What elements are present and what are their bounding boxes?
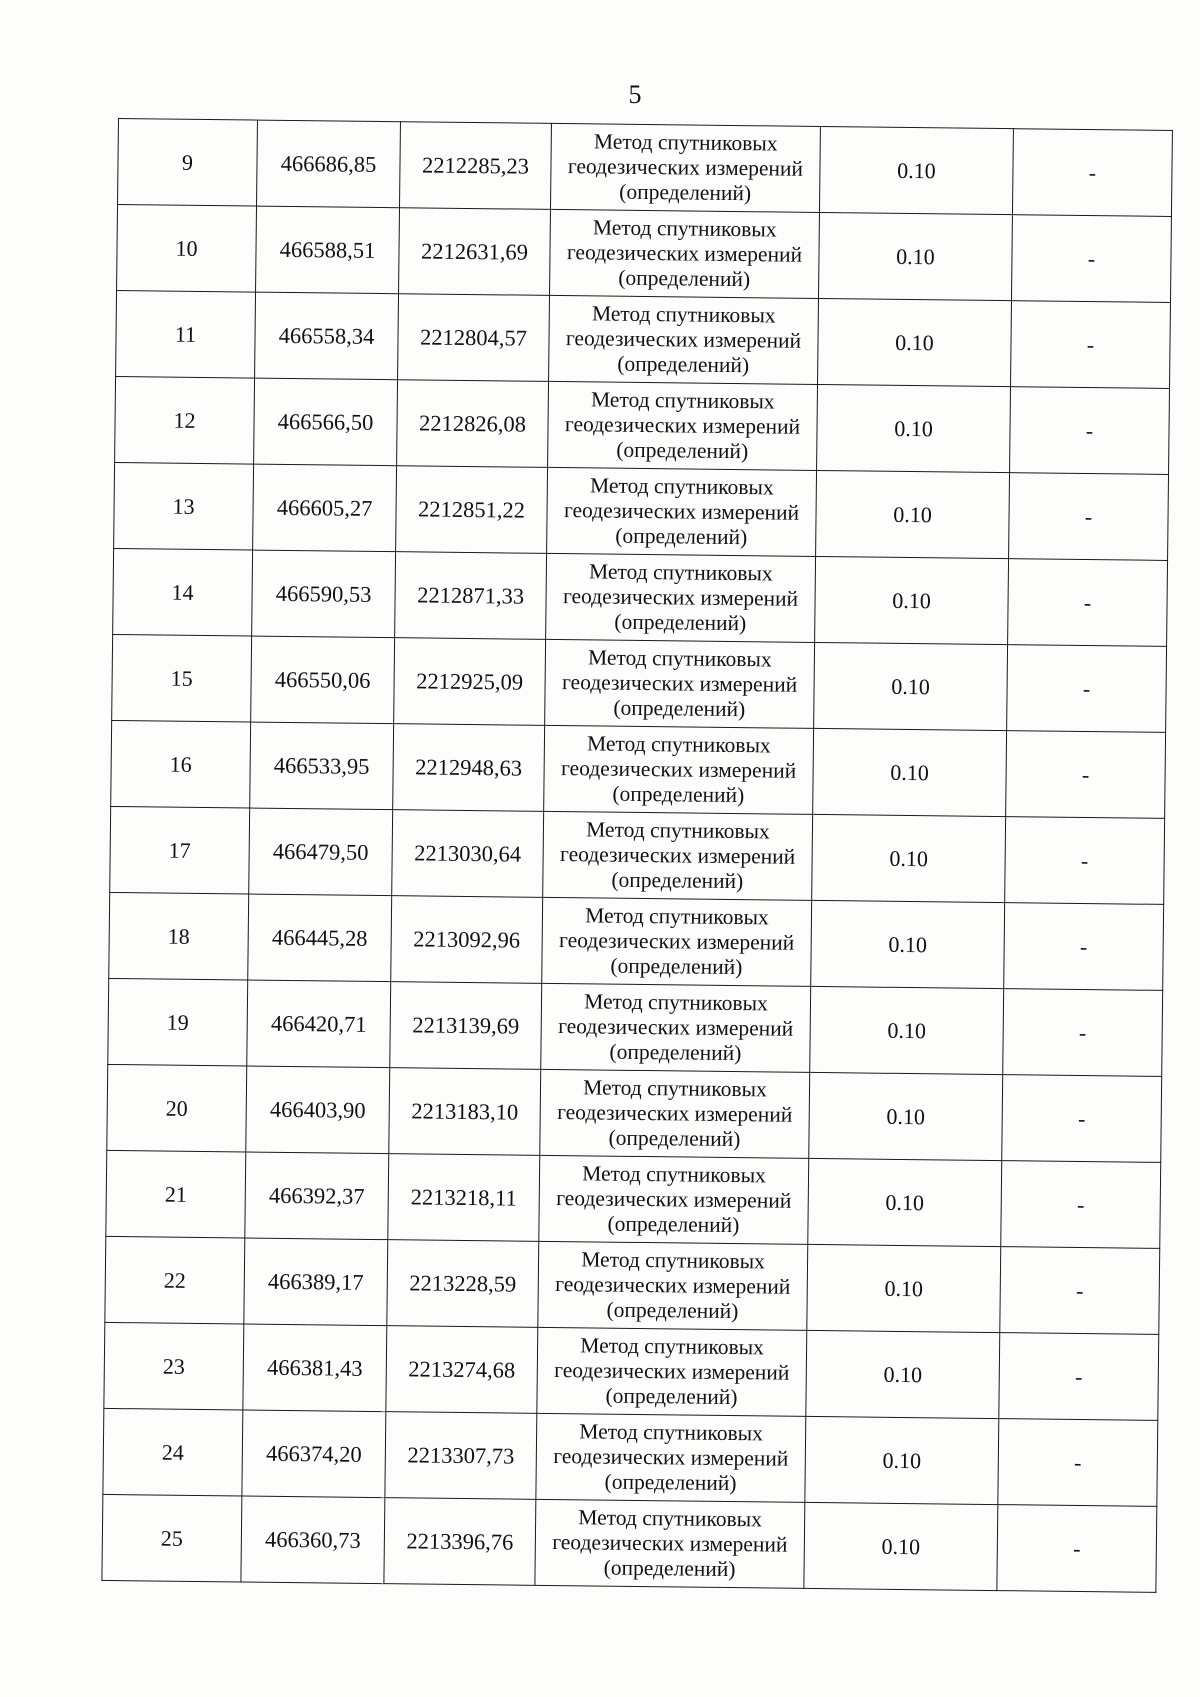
point-number-cell: 18 — [109, 892, 249, 980]
x-coordinate-cell: 466588,51 — [256, 206, 400, 294]
method-text-line: геодезических измерений — [566, 240, 803, 267]
point-number-cell: 9 — [118, 119, 258, 207]
y-coordinate-cell: 2213228,59 — [387, 1240, 539, 1328]
method-cell — [550, 123, 820, 212]
method-text-line: геодезических измерений — [563, 498, 800, 525]
coordinates-table-wrapper — [101, 118, 1166, 1593]
accuracy-cell: 0.10 — [810, 986, 1004, 1074]
accuracy-cell: 0.10 — [809, 1072, 1003, 1160]
coordinates-table — [101, 118, 1173, 1593]
y-coordinate-cell: 2213396,76 — [384, 1498, 536, 1586]
point-number-cell: 21 — [106, 1150, 246, 1238]
description-cell: - — [1011, 215, 1171, 303]
point-number-cell: 12 — [115, 376, 255, 464]
x-coordinate-cell: 466445,28 — [248, 894, 392, 982]
x-coordinate-cell: 466590,53 — [252, 550, 396, 638]
method-text-line: Метод спутниковых — [583, 1075, 767, 1102]
y-coordinate-cell: 2212631,69 — [399, 208, 551, 296]
x-coordinate-cell: 466374,20 — [242, 1410, 386, 1498]
method-text-line: (определений) — [605, 1383, 738, 1410]
table-row — [106, 1150, 1161, 1248]
method-text-line: Метод спутниковых — [578, 1505, 763, 1532]
accuracy-cell: 0.10 — [807, 1244, 1001, 1332]
method-text-line: Метод спутниковых — [580, 1333, 765, 1360]
method-text-line: (определений) — [609, 1039, 742, 1066]
method-text-line: геодезических измерений — [554, 1358, 790, 1385]
y-coordinate-cell: 2213307,73 — [385, 1412, 537, 1500]
accuracy-cell: 0.10 — [812, 814, 1006, 902]
accuracy-cell: 0.10 — [815, 556, 1009, 644]
method-text-line: геодезических измерений — [562, 584, 799, 611]
method-cell — [548, 381, 818, 470]
method-text-line: Метод спутниковых — [590, 387, 775, 414]
method-cell — [538, 1241, 808, 1330]
method-cell — [542, 897, 812, 986]
table-row — [114, 462, 1169, 560]
accuracy-cell: 0.10 — [818, 298, 1012, 386]
method-text-line: Метод спутниковых — [591, 301, 776, 328]
method-text-line: (определений) — [616, 437, 749, 464]
method-text-line: Метод спутниковых — [579, 1419, 764, 1446]
method-text-line: (определений) — [603, 1555, 736, 1582]
point-number-cell: 19 — [108, 978, 248, 1066]
method-text-line: (определений) — [607, 1211, 740, 1238]
table-row — [103, 1408, 1158, 1506]
x-coordinate-cell: 466420,71 — [247, 980, 391, 1068]
y-coordinate-cell: 2213030,64 — [392, 810, 544, 898]
description-cell: - — [1007, 645, 1167, 733]
description-cell: - — [1003, 989, 1163, 1077]
method-cell — [545, 639, 815, 728]
y-coordinate-cell: 2212925,09 — [394, 638, 546, 726]
method-text-line: Метод спутниковых — [593, 129, 778, 156]
x-coordinate-cell: 466403,90 — [246, 1066, 390, 1154]
method-text-line: (определений) — [610, 953, 743, 980]
page-number: 5 — [628, 80, 642, 109]
method-text-line: (определений) — [614, 609, 747, 636]
table-row — [102, 1494, 1157, 1592]
method-cell — [540, 1069, 810, 1158]
y-coordinate-cell: 2213139,69 — [390, 982, 542, 1070]
accuracy-cell: 0.10 — [817, 384, 1011, 472]
description-cell: - — [1008, 559, 1168, 647]
method-text-line: Метод спутниковых — [581, 1247, 766, 1274]
method-text-line: Метод спутниковых — [589, 473, 774, 500]
method-text-line: (определений) — [619, 179, 752, 206]
table-row — [112, 634, 1167, 732]
y-coordinate-cell: 2213183,10 — [389, 1068, 541, 1156]
method-cell — [541, 983, 811, 1072]
table-row — [116, 290, 1171, 388]
description-cell: - — [999, 1333, 1159, 1421]
method-text-line: Метод спутниковых — [588, 559, 773, 586]
method-text-line: геодезических измерений — [559, 842, 796, 869]
method-text-line: геодезических измерений — [556, 1186, 792, 1213]
method-cell — [539, 1155, 809, 1244]
accuracy-cell: 0.10 — [806, 1330, 1000, 1418]
method-text-line: (определений) — [611, 867, 744, 894]
description-cell: - — [1004, 903, 1164, 991]
description-cell: - — [1006, 731, 1166, 819]
method-text-line: геодезических измерений — [555, 1272, 791, 1299]
x-coordinate-cell: 466533,95 — [250, 722, 394, 810]
table-row — [111, 720, 1166, 818]
coordinates-table-body — [102, 119, 1173, 1593]
method-text-line: (определений) — [606, 1297, 739, 1324]
accuracy-cell: 0.10 — [804, 1502, 998, 1590]
table-row — [108, 978, 1163, 1076]
point-number-cell: 17 — [110, 806, 250, 894]
method-cell — [547, 467, 817, 556]
method-text-line: (определений) — [604, 1469, 737, 1496]
accuracy-cell: 0.10 — [811, 900, 1005, 988]
x-coordinate-cell: 466389,17 — [244, 1238, 388, 1326]
description-cell: - — [1011, 301, 1171, 389]
method-cell — [543, 811, 813, 900]
method-text-line: геодезических измерений — [564, 412, 801, 439]
point-number-cell: 10 — [117, 205, 257, 293]
method-text-line: геодезических измерений — [561, 670, 798, 697]
method-text-line: Метод спутниковых — [586, 817, 770, 844]
x-coordinate-cell: 466566,50 — [254, 378, 398, 466]
point-number-cell: 20 — [107, 1064, 247, 1152]
method-text-line: геодезических измерений — [567, 154, 804, 181]
method-text-line: геодезических измерений — [558, 1014, 794, 1041]
x-coordinate-cell: 466381,43 — [243, 1324, 387, 1412]
table-row — [118, 119, 1173, 217]
y-coordinate-cell: 2213092,96 — [391, 896, 543, 984]
method-text-line: Метод спутниковых — [587, 645, 772, 672]
x-coordinate-cell: 466605,27 — [253, 464, 397, 552]
table-row — [105, 1236, 1160, 1334]
description-cell: - — [1000, 1247, 1160, 1335]
table-row — [117, 205, 1172, 303]
method-cell — [549, 295, 819, 384]
table-row — [115, 376, 1170, 474]
point-number-cell: 13 — [114, 462, 254, 550]
point-number-cell: 25 — [102, 1494, 242, 1582]
y-coordinate-cell: 2212851,22 — [396, 466, 548, 554]
description-cell: - — [1009, 473, 1169, 561]
method-text-line: геодезических измерений — [560, 756, 797, 783]
method-cell — [546, 553, 816, 642]
method-text-line: Метод спутниковых — [592, 215, 777, 242]
x-coordinate-cell: 466479,50 — [249, 808, 393, 896]
description-cell: - — [997, 1505, 1157, 1593]
method-text-line: геодезических измерений — [565, 326, 802, 353]
method-text-line: Метод спутниковых — [582, 1161, 766, 1188]
method-text-line: (определений) — [618, 265, 751, 292]
table-row — [104, 1322, 1159, 1420]
method-cell — [544, 725, 814, 814]
y-coordinate-cell: 2212871,33 — [395, 552, 547, 640]
y-coordinate-cell: 2212948,63 — [393, 724, 545, 812]
description-cell: - — [998, 1419, 1158, 1507]
table-row — [113, 548, 1168, 646]
method-text-line: (определений) — [612, 781, 745, 808]
table-row — [109, 892, 1164, 990]
method-cell — [535, 1499, 805, 1588]
accuracy-cell: 0.10 — [813, 728, 1007, 816]
point-number-cell: 16 — [111, 720, 251, 808]
accuracy-cell: 0.10 — [819, 126, 1013, 214]
accuracy-cell: 0.10 — [808, 1158, 1002, 1246]
description-cell: - — [1002, 1075, 1162, 1163]
accuracy-cell: 0.10 — [818, 212, 1012, 300]
method-text-line: геодезических измерений — [552, 1530, 788, 1557]
x-coordinate-cell: 466558,34 — [255, 292, 399, 380]
method-text-line: (определений) — [615, 523, 748, 550]
method-text-line: (определений) — [613, 695, 746, 722]
accuracy-cell: 0.10 — [805, 1416, 999, 1504]
method-text-line: Метод спутниковых — [585, 903, 769, 930]
table-row — [107, 1064, 1162, 1162]
x-coordinate-cell: 466550,06 — [251, 636, 395, 724]
y-coordinate-cell: 2212826,08 — [397, 380, 549, 468]
y-coordinate-cell: 2212285,23 — [400, 122, 552, 210]
method-cell — [550, 209, 820, 298]
method-text-line: (определений) — [617, 351, 750, 378]
description-cell: - — [1012, 129, 1172, 217]
x-coordinate-cell: 466392,37 — [245, 1152, 389, 1240]
y-coordinate-cell: 2213218,11 — [388, 1154, 540, 1242]
accuracy-cell: 0.10 — [816, 470, 1010, 558]
table-row — [110, 806, 1165, 904]
point-number-cell: 11 — [116, 290, 256, 378]
point-number-cell: 23 — [104, 1322, 244, 1410]
description-cell: - — [1010, 387, 1170, 475]
method-cell — [537, 1327, 807, 1416]
point-number-cell: 24 — [103, 1408, 243, 1496]
x-coordinate-cell: 466686,85 — [257, 120, 401, 208]
method-text-line: геодезических измерений — [559, 928, 795, 955]
point-number-cell: 15 — [112, 634, 252, 722]
method-text-line: Метод спутниковых — [584, 989, 768, 1016]
method-text-line: геодезических измерений — [553, 1444, 789, 1471]
y-coordinate-cell: 2213274,68 — [386, 1326, 538, 1414]
description-cell: - — [1005, 817, 1165, 905]
accuracy-cell: 0.10 — [814, 642, 1008, 730]
point-number-cell: 22 — [105, 1236, 245, 1324]
point-number-cell: 14 — [113, 548, 253, 636]
method-text-line: Метод спутниковых — [587, 731, 771, 758]
description-cell: - — [1001, 1161, 1161, 1249]
y-coordinate-cell: 2212804,57 — [398, 294, 550, 382]
method-text-line: геодезических измерений — [557, 1100, 793, 1127]
method-cell — [536, 1413, 806, 1502]
method-text-line: (определений) — [608, 1125, 741, 1152]
x-coordinate-cell: 466360,73 — [241, 1496, 385, 1584]
